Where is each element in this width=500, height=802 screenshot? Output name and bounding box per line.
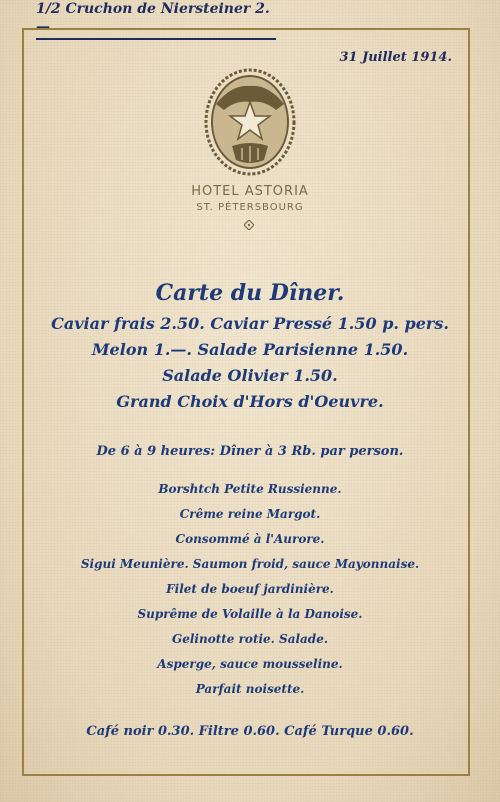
course-item: Suprême de Volaille à la Danoise. [137,607,363,621]
course-item: Asperge, sauce mousseline. [157,657,343,671]
starter-line: Caviar frais 2.50. Caviar Pressé 1.50 p. pers. [51,314,449,333]
starter-line: Grand Choix d'Hors d'Oeuvre. [116,392,384,411]
course-item: Crême reine Margot. [179,507,321,521]
starter-line: Salade Olivier 1.50. [162,366,338,385]
menu-title: Carte du Dîner. [155,280,345,306]
menu-date: 31 Juillet 1914. [339,50,452,65]
course-item: Parfait noisette. [195,682,305,696]
starter-line: Melon 1.—. Salade Parisienne 1.50. [91,340,409,359]
course-item: Sigui Meunière. Saumon froid, sauce Mayonnaise. [80,557,420,571]
diamond-ornament-icon [244,220,254,230]
course-item: Borshtch Petite Russienne. [158,482,342,496]
course-item: Consommé à l'Aurore. [175,532,325,546]
handwritten-wine-note: 1/2 Cruchon de Niersteiner 2.— [36,0,276,40]
hotel-name: HOTEL ASTORIA [191,184,309,199]
course-item: Gelinotte rotie. Salade. [171,632,329,646]
coffee-line: Café noir 0.30. Filtre 0.60. Café Turque 0.60. [86,724,414,739]
hotel-city: ST. PÉTERSBOURG [196,202,304,213]
star-eagle-emblem-icon [202,66,298,178]
dinner-offer: De 6 à 9 heures: Dîner à 3 Rb. par person. [96,444,404,459]
course-item: Filet de boeuf jardinière. [166,582,334,596]
